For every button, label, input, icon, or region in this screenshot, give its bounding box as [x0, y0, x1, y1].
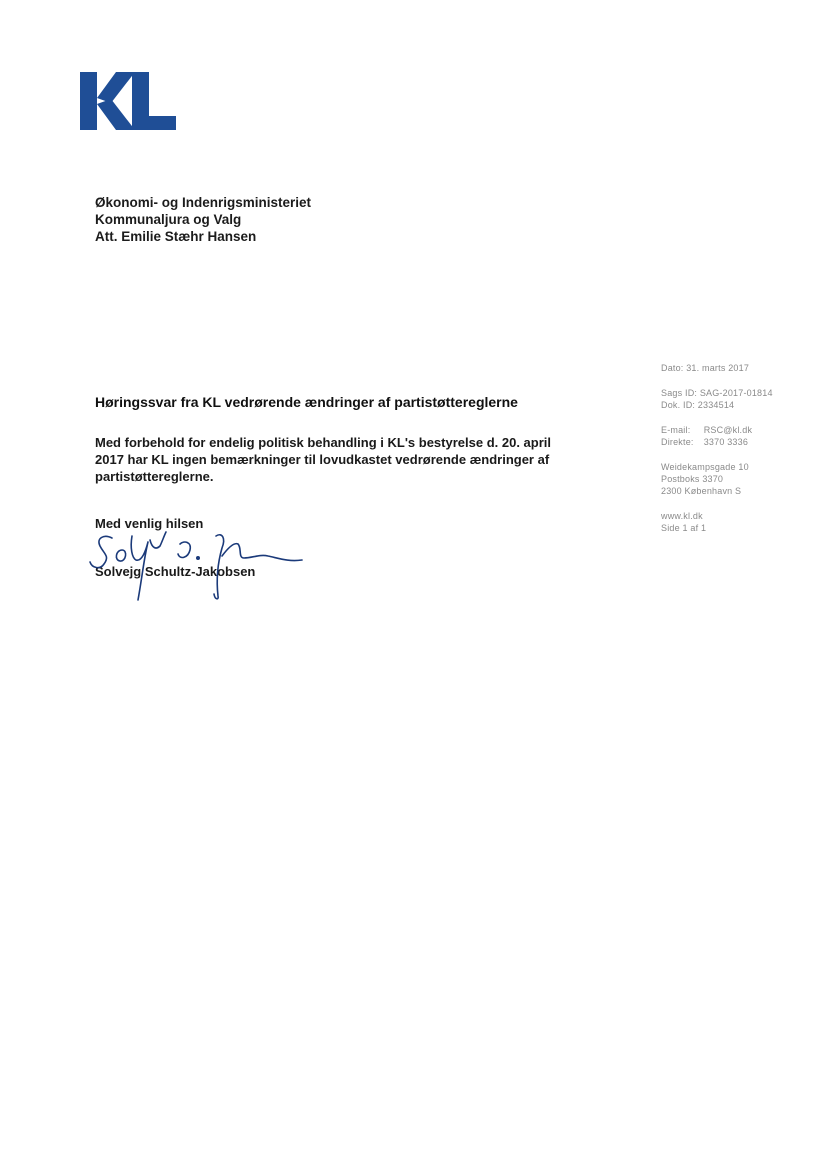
direct-phone-label: Direkte:	[661, 437, 694, 447]
document-metadata	[661, 362, 773, 547]
recipient-line: Økonomi- og Indenrigsministeriet	[95, 195, 312, 210]
address-line: 2300 København S	[661, 486, 742, 496]
kl-logo	[80, 72, 176, 132]
address-line: Postboks 3370	[661, 474, 724, 484]
page-number: Side 1 af 1	[661, 523, 707, 533]
closing-greeting: Med venlig hilsen	[95, 516, 204, 531]
letter-subject: Høringssvar fra KL vedrørende ændringer af partistøttereglerne	[95, 394, 518, 410]
date: Dato: 31. marts 2017	[661, 363, 750, 373]
body-line: partistøttereglerne.	[95, 469, 214, 484]
email-row	[661, 424, 773, 436]
recipient-line: Kommunaljura og Valg	[95, 212, 242, 227]
body-line: Med forbehold for endelig politisk behandling i KL's bestyrelse d. 20. april	[95, 435, 551, 450]
email-label: E-mail:	[661, 425, 691, 435]
handwritten-signature	[88, 528, 318, 608]
website-link[interactable]: www.kl.dk	[661, 511, 703, 521]
address-line: Weidekampsgade 10	[661, 462, 749, 472]
recipient-address	[95, 194, 311, 245]
letter-body	[95, 434, 565, 485]
direct-phone-row	[661, 436, 773, 448]
direct-phone-value: 3370 3336	[703, 437, 749, 447]
signer-name: Solvejg Schultz-Jakobsen	[95, 564, 256, 579]
case-id: Sags ID: SAG-2017-01814	[661, 388, 773, 398]
recipient-line: Att. Emilie Stæhr Hansen	[95, 229, 257, 244]
document-id: Dok. ID: 2334514	[661, 400, 735, 410]
body-line: 2017 har KL ingen bemærkninger til lovudkastet vedrørende ændringer af	[95, 452, 550, 467]
email-link[interactable]: RSC@kl.dk	[703, 425, 753, 435]
